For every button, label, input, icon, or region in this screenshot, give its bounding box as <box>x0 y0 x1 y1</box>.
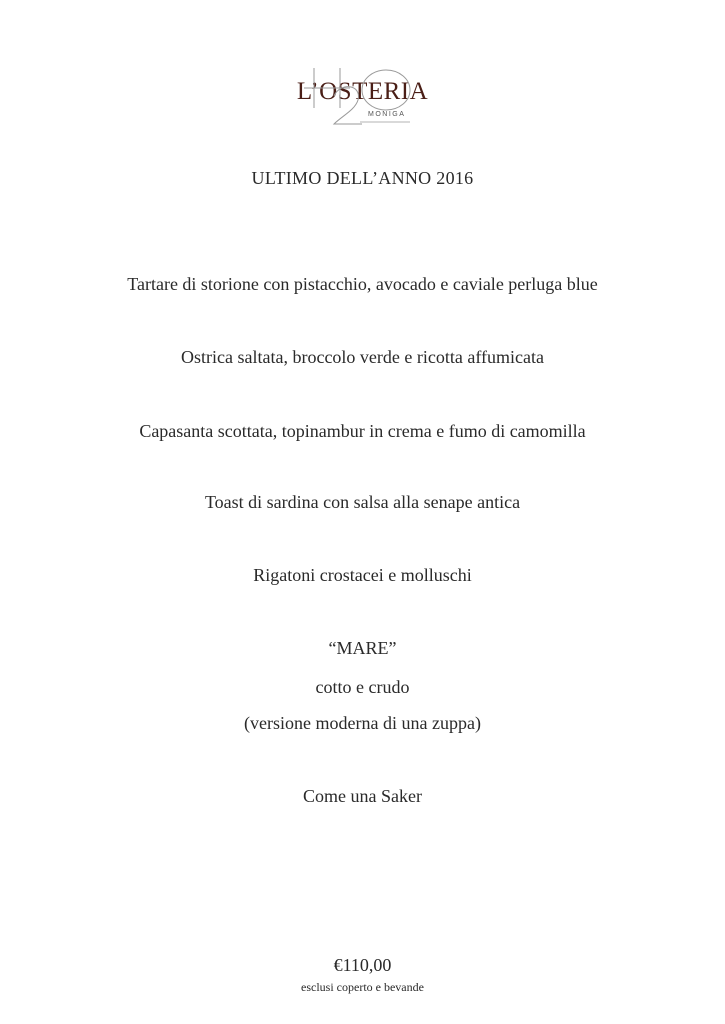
menu-price: €110,00 <box>333 955 392 975</box>
special-course-description: (versione moderna di una zuppa) <box>244 713 481 733</box>
course-1: Tartare di storione con pistacchio, avocado e caviale perluga blue <box>127 274 598 294</box>
restaurant-logo <box>0 38 725 128</box>
price-note: esclusi coperto e bevande <box>301 980 424 994</box>
course-5: Rigatoni crostacei e molluschi <box>253 565 472 585</box>
special-course-subtitle: cotto e crudo <box>315 677 410 697</box>
course-3: Capasanta scottata, topinambur in crema e fumo di camomilla <box>139 421 586 441</box>
menu-title: ULTIMO DELL’ANNO 2016 <box>251 168 474 188</box>
special-course-name: “MARE” <box>328 638 397 658</box>
logo-location-text: MONIGA <box>368 111 406 118</box>
course-4: Toast di sardina con salsa alla senape antica <box>204 492 521 512</box>
logo-brand-text: L’OSTERIA <box>296 78 429 105</box>
course-2: Ostrica saltata, broccolo verde e ricotta affumicata <box>181 347 544 367</box>
h2o-logo-mark <box>300 60 425 130</box>
dessert-course: Come una Saker <box>303 786 422 806</box>
